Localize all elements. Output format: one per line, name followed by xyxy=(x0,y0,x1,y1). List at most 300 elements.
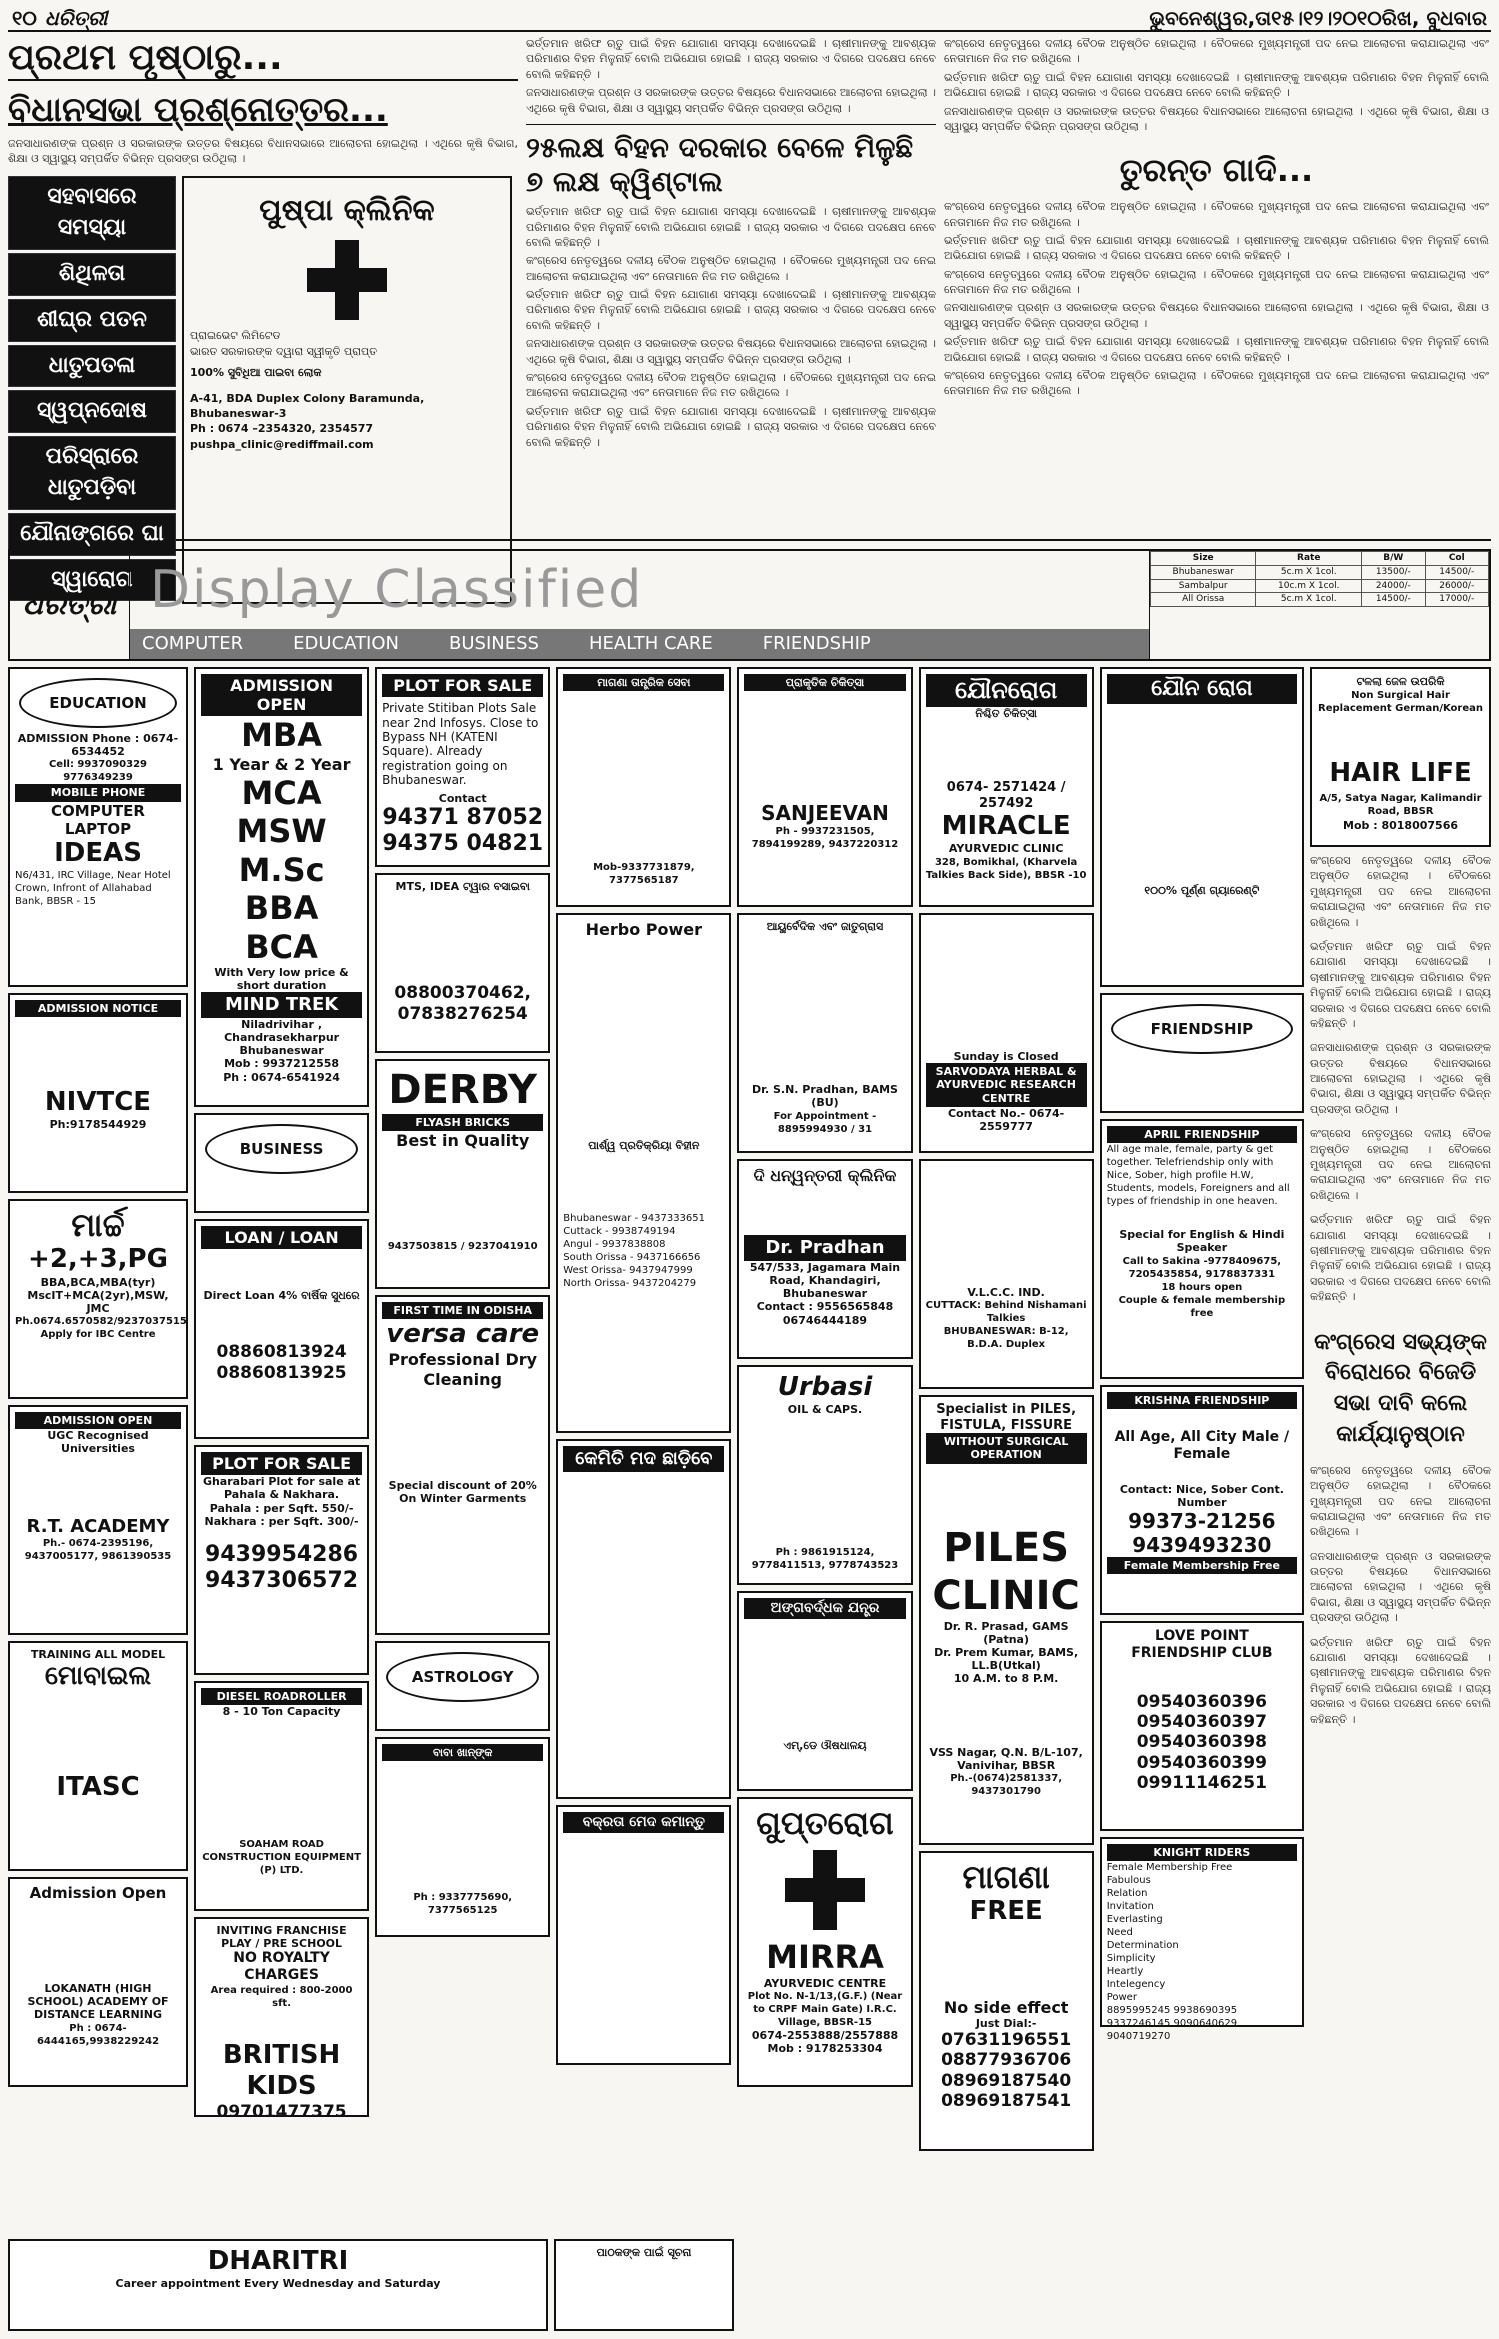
ad-phone: 09540360399 xyxy=(1136,1752,1267,1773)
tariff-cell: Sambalpur xyxy=(1151,579,1256,593)
problem-item: ସହବାସରେ ସମସ୍ୟା xyxy=(8,176,176,250)
ad-text: Professional Dry Cleaning xyxy=(388,1350,538,1389)
ad-title: KNIGHT RIDERS xyxy=(1107,1844,1297,1861)
ad-text: Ph : 9861915124, 9778411513, 9778743523 xyxy=(751,1547,899,1572)
tariff-cell: 10c.m X 1col. xyxy=(1256,579,1362,593)
ad-phone: 08860813925 xyxy=(216,1362,347,1383)
ad-text: Mob : 8018007566 xyxy=(1343,818,1459,832)
ad-text: Non Surgical Hair Replacement German/Korean xyxy=(1318,690,1484,715)
news-text: କଂଗ୍ରେସ ନେତୃତ୍ୱରେ ଦଳୀୟ ବୈଠକ ଅନୁଷ୍ଠିତ ହୋଇଥିଲା । ବୈଠକରେ ମୁଖ୍ୟମନ୍ତ୍ରୀ ପଦ ନେଇ ଆଲୋଚନା କରାଯାଇଥିଲା ଏବଂ ନେତାମାନେ ନିଜ ମତ ରଖିଥିଲେ । xyxy=(944,369,1489,398)
ad-phone: 08860813924 xyxy=(216,1342,347,1363)
ad-text: R.T. ACADEMY xyxy=(26,1515,170,1537)
ad-text: ମୋବାଇଲ xyxy=(44,1661,152,1692)
ad-text: WITHOUT SURGICAL OPERATION xyxy=(926,1433,1087,1463)
ad-text: AYURVEDIC CENTRE xyxy=(763,1976,887,1990)
tariff-head: B/W xyxy=(1362,552,1425,566)
ad-text: Contact: Nice, Sober Cont. Number xyxy=(1119,1482,1284,1509)
ad-phone: 0674- 2571424 / 257492 xyxy=(946,779,1066,811)
ad-text: BRITISH KIDS xyxy=(222,2039,341,2102)
ad-text: BHUBANESWAR: B-12, B.D.A. Duplex xyxy=(943,1326,1069,1351)
clinic-email: pushpa_clinic@rediffmail.com xyxy=(190,437,374,451)
bottom-strip xyxy=(8,2239,1491,2331)
news-text: ଭର୍ତ୍ତମାନ ଖରିଫ ଋତୁ ପାଇଁ ବିହନ ଯୋଗାଣ ସମସ୍ୟା ଦେଖାଦେଇଛି । ଚାଷୀମାନଙ୍କୁ ଆବଶ୍ୟକ ପରିମାଣର ବିହନ ମିଳୁନାହିଁ ବୋଲି ଅଭିଯୋଗ ହୋଇଛି । ରାଜ୍ୟ ସରକାର ଏ ଦିଗରେ ପଦକ୍ଷେପ ନେବେ ବୋଲି କହିଛନ୍ତି । xyxy=(526,37,936,81)
problem-item: ସ୍ୱପ୍ନଦୋଷ xyxy=(8,390,176,433)
pushpa-clinic-box xyxy=(182,176,512,604)
ad-text: 9437503815 / 9237041910 xyxy=(387,1241,538,1253)
ad-title: PLOT FOR SALE xyxy=(382,674,543,697)
ad-title: ବକ୍ରତା ମେଦ କମାନ୍ତୁ xyxy=(563,1812,724,1833)
news-text: କଂଗ୍ରେସ ନେତୃତ୍ୱରେ ଦଳୀୟ ବୈଠକ ଅନୁଷ୍ଠିତ ହୋଇଥିଲା । ବୈଠକରେ ମୁଖ୍ୟମନ୍ତ୍ରୀ ପଦ ନେଇ ଆଲୋଚନା କରାଯାଇଥିଲା ଏବଂ ନେତାମାନେ ନିଜ ମତ ରଖିଥିଲେ । xyxy=(1310,1463,1492,1539)
ad-column-1 xyxy=(8,667,188,2337)
ad-text: A/5, Satya Nagar, Kalimandir Road, BBSR xyxy=(1319,792,1482,817)
problem-list xyxy=(8,176,176,604)
ideas-ad xyxy=(8,667,188,987)
ad-text: AYURVEDIC CLINIC xyxy=(948,842,1064,856)
astrology-ad xyxy=(375,1641,550,1731)
urbasi-ad xyxy=(737,1365,912,1585)
mts-ad xyxy=(375,873,550,1053)
clinic-guarantee: 100% ସୁବିଧିଆ ପାଇବା ଲୋକ xyxy=(190,366,322,380)
friendship-logo: FRIENDSHIP xyxy=(1111,1004,1293,1054)
nivtce-ad xyxy=(8,993,188,1193)
ad-title: ବାବା ଖାନ୍ଙ୍କ xyxy=(382,1744,543,1761)
ad-text: Special for English & Hindi Speaker xyxy=(1119,1228,1285,1255)
news-text: କଂଗ୍ରେସ ନେତୃତ୍ୱରେ ଦଳୀୟ ବୈଠକ ଅନୁଷ୍ଠିତ ହୋଇଥିଲା । ବୈଠକରେ ମୁଖ୍ୟମନ୍ତ୍ରୀ ପଦ ନେଇ ଆଲୋଚନା କରାଯାଇଥିଲା ଏବଂ ନେତାମାନେ ନିଜ ମତ ରଖିଥିଲେ । xyxy=(526,254,936,283)
problem-item: ଶୀଘ୍ର ପତନ xyxy=(8,299,176,342)
ad-title: KRISHNA FRIENDSHIP xyxy=(1107,1392,1297,1409)
rt-academy-ad xyxy=(8,1405,188,1635)
ad-text: Ph - 9937231505, 7894199289, 9437220312 xyxy=(751,826,899,851)
problem-item: ପରିସ୍ରାରେ ଧାତୁପଡ଼ିବା xyxy=(8,436,176,510)
ad-text: Contact xyxy=(438,791,487,805)
ad-title: ADMISSION NOTICE xyxy=(15,1000,181,1017)
ad-title: ଯୌନରୋଗ xyxy=(926,674,1087,707)
category-friendship: FRIENDSHIP xyxy=(762,633,871,655)
ad-text: Ph.0674.6570582/9237037515 Apply for IBC Centre xyxy=(15,1316,187,1341)
ad-title: DHARITRI xyxy=(207,2246,349,2276)
masthead xyxy=(8,6,1491,32)
ad-text: Bhubaneswar - 9437333651 xyxy=(563,1213,705,1225)
dhanwantari-ad xyxy=(737,1159,912,1359)
ad-text: Direct Loan 4% ବାର୍ଷିକ ସୁଧରେ xyxy=(203,1289,360,1303)
news-text: ଜନସାଧାରଣଙ୍କ ପ୍ରଶ୍ନ ଓ ସରକାରଙ୍କ ଉତ୍ତର ବିଷୟରେ ବିଧାନସଭାରେ ଆଲୋଚନା ହୋଇଥିଲା । ଏଥିରେ କୃଷି ବିଭାଗ, ଶିକ୍ଷା ଓ ସ୍ୱାସ୍ଥ୍ୟ ସମ୍ପର୍କିତ ବିଭିନ୍ନ ପ୍ରସଙ୍ଗ ଉଠିଥିଲା । xyxy=(526,86,936,115)
news-text: ଭର୍ତ୍ତମାନ ଖରିଫ ଋତୁ ପାଇଁ ବିହନ ଯୋଗାଣ ସମସ୍ୟା ଦେଖାଦେଇଛି । ଚାଷୀମାନଙ୍କୁ ଆବଶ୍ୟକ ପରିମାଣର ବିହନ ମିଳୁନାହିଁ ବୋଲି ଅଭିଯୋଗ ହୋଇଛି । ରାଜ୍ୟ ସରକାର ଏ ଦିଗରେ ପଦକ୍ଷେପ ନେବେ ବୋଲି କହିଛନ୍ତି । xyxy=(944,70,1489,100)
ad-title: ପ୍ରାକୃତିକ ଚିକିତ୍ସା xyxy=(744,674,905,691)
ad-text: +2,+3,PG xyxy=(28,1244,168,1275)
ad-text: Contact : 9556565848 06746444189 xyxy=(756,1300,894,1327)
ad-text: LOKANATH (HIGH SCHOOL) ACADEMY OF DISTANCE LEARNING xyxy=(27,1982,169,2022)
ad-column-7 xyxy=(1100,667,1304,2337)
ad-title: APRIL FRIENDSHIP xyxy=(1107,1126,1297,1143)
ad-text: Contact No.- 0674-2559777 xyxy=(947,1106,1065,1133)
hairlife-ad xyxy=(1310,667,1491,847)
ad-text: COMPUTER xyxy=(51,801,145,820)
ad-text: SANJEEVAN xyxy=(761,801,889,826)
tariff-cell: 5c.m X 1col. xyxy=(1256,593,1362,607)
ad-text: SARVODAYA HERBAL & AYURVEDIC RESEARCH CENTRE xyxy=(926,1063,1087,1107)
ad-text: FLYASH BRICKS xyxy=(382,1114,543,1131)
ad-text: Special discount of 20% On Winter Garments xyxy=(388,1478,537,1505)
loan-ad xyxy=(194,1219,369,1439)
mindtrek-ad xyxy=(194,667,369,1107)
ad-title: MTS, IDEA ଟ୍ୱାର ବସାଇବା xyxy=(395,880,530,893)
ad-phone: 08969187540 xyxy=(941,2070,1072,2091)
ad-text: HAIR LIFE xyxy=(1329,758,1472,789)
ad-title: DERBY xyxy=(388,1067,537,1113)
ad-title: V.L.C.C. IND. xyxy=(967,1286,1045,1299)
ad-text: LAPTOP xyxy=(64,819,132,838)
front-page-cont-heading: ପ୍ରଥମ ପୃଷ୍ଠାରୁ... xyxy=(8,36,518,81)
news-col-2 xyxy=(526,36,936,539)
ad-phone: 09540360398 xyxy=(1136,1732,1267,1753)
banner-categories xyxy=(130,629,1149,659)
aghana-ad xyxy=(737,1591,912,1791)
ad-title: ପାଠକଙ୍କ ପାଇଁ ସୂଚନା xyxy=(596,2246,692,2259)
news-text: କଂଗ୍ରେସ ନେତୃତ୍ୱରେ ଦଳୀୟ ବୈଠକ ଅନୁଷ୍ଠିତ ହୋଇଥିଲା । ବୈଠକରେ ମୁଖ୍ୟମନ୍ତ୍ରୀ ପଦ ନେଇ ଆଲୋଚନା କରାଯାଇଥିଲା ଏବଂ ନେତାମାନେ ନିଜ ମତ ରଖିଥିଲେ । xyxy=(1310,1127,1492,1202)
sanjeevan-ad xyxy=(737,667,912,907)
course-item: MBA xyxy=(241,716,323,755)
friendship-ad xyxy=(1100,993,1304,1113)
education-logo: EDUCATION xyxy=(19,678,177,728)
news-text: କଂଗ୍ରେସ ନେତୃତ୍ୱରେ ଦଳୀୟ ବୈଠକ ଅନୁଷ୍ଠିତ ହୋଇଥିଲା । ବୈଠକରେ ମୁଖ୍ୟମନ୍ତ୍ରୀ ପଦ ନେଇ ଆଲୋଚନା କରାଯାଇଥିଲା ଏବଂ ନେତାମାନେ ନିଜ ମତ ରଖିଥିଲେ । xyxy=(944,37,1489,66)
business-ad xyxy=(194,1113,369,1213)
course-item: MSW xyxy=(236,812,327,851)
ad-text: 18 hours open xyxy=(1161,1281,1243,1293)
ad-text: Career appointment Every Wednesday and Saturday xyxy=(115,2277,441,2291)
krishna-friendship-ad xyxy=(1100,1385,1304,1615)
ad-text: VSS Nagar, Q.N. B/L-107, Vanivihar, BBSR xyxy=(929,1745,1083,1772)
ad-text: Relation xyxy=(1106,1888,1148,1900)
news-text: ଭର୍ତ୍ତମାନ ଖରିଫ ଋତୁ ପାଇଁ ବିହନ ଯୋଗାଣ ସମସ୍ୟା ଦେଖାଦେଇଛି । ଚାଷୀମାନଙ୍କୁ ଆବଶ୍ୟକ ପରିମାଣର ବିହନ ମିଳୁନାହିଁ ବୋଲି ଅଭିଯୋଗ ହୋଇଛି । ରାଜ୍ୟ ସରକାର ଏ ଦିଗରେ ପଦକ୍ଷେପ ନେବେ ବୋଲି କହିଛନ୍ତି । xyxy=(526,288,936,332)
ad-text: Dr. R. Prasad, GAMS (Patna) xyxy=(943,1619,1069,1646)
ad-title: LOAN / LOAN xyxy=(201,1226,362,1249)
ad-text: CUTTACK: Behind Nishamani Talkies xyxy=(925,1300,1087,1325)
ad-text: 328, Bomikhal, (Kharvela Talkies Back Side), BBSR -10 xyxy=(925,856,1087,881)
ad-text: PLAY / PRE SCHOOL xyxy=(221,1937,343,1951)
news-col-3 xyxy=(944,36,1489,539)
news-text: ଭର୍ତ୍ତମାନ ଖରିଫ ଋତୁ ପାଇଁ ବିହନ ଯୋଗାଣ ସମସ୍ୟା ଦେଖାଦେଇଛି । ଚାଷୀମାନଙ୍କୁ ଆବଶ୍ୟକ ପରିମାଣର ବିହନ ମିଳୁନାହିଁ ବୋଲି ଅଭିଯୋଗ ହୋଇଛି । ରାଜ୍ୟ ସରକାର ଏ ଦିଗରେ ପଦକ୍ଷେପ ନେବେ ବୋଲି କହିଛନ୍ତି । xyxy=(944,233,1489,263)
ad-column-4 xyxy=(556,667,731,2337)
plot-sale-ad xyxy=(375,667,550,867)
ad-text: Need xyxy=(1106,1927,1133,1939)
ad-text: Mob : 9178253304 xyxy=(767,2042,883,2056)
ad-title: ମାଗଣା xyxy=(962,1858,1050,1896)
ad-text: Plot No. N-1/13,(G.F.) (Near to CRPF Main Gate) I.R.C. Village, BBSR-15 xyxy=(747,1990,903,2028)
ad-phone: 99373-21256 xyxy=(1128,1509,1276,1534)
tariff-cell: Bhubaneswar xyxy=(1151,565,1256,579)
news-text: ଜନସାଧାରଣଙ୍କ ପ୍ରଶ୍ନ ଓ ସରକାରଙ୍କ ଉତ୍ତର ବିଷୟରେ ବିଧାନସଭାରେ ଆଲୋଚନା ହୋଇଥିଲା । ଏଥିରେ କୃଷି ବିଭାଗ, ଶିକ୍ଷା ଓ ସ୍ୱାସ୍ଥ୍ୟ ସମ୍ପର୍କିତ ବିଭିନ୍ନ ପ୍ରସଙ୍ଗ ଉଠିଥିଲା । xyxy=(944,301,1489,330)
ad-title: Herbo Power xyxy=(585,920,703,939)
news-text: ଭର୍ତ୍ତମାନ ଖରିଫ ଋତୁ ପାଇଁ ବିହନ ଯୋଗାଣ ସମସ୍ୟା ଦେଖାଦେଇଛି । ଚାଷୀମାନଙ୍କୁ ଆବଶ୍ୟକ ପରିମାଣର ବିହନ ମିଳୁନାହିଁ ବୋଲି ଅଭିଯୋଗ ହୋଇଛି । ରାଜ୍ୟ ସରକାର ଏ ଦିଗରେ ପଦକ୍ଷେପ ନେବେ ବୋଲି କହିଛନ୍ତି । xyxy=(1310,1213,1492,1304)
tariff-cell: 14500/- xyxy=(1362,593,1425,607)
sarvodaya-ad xyxy=(919,913,1094,1153)
mirra-ad xyxy=(737,1797,912,2087)
ad-title: FIRST TIME IN ODISHA xyxy=(382,1302,543,1319)
plot-pahala-ad xyxy=(194,1445,369,1675)
british-kids-ad xyxy=(194,1917,369,2123)
ad-title: IDEAS xyxy=(54,837,142,868)
ad-title: ଗୁପ୍ତରୋଗ xyxy=(756,1804,894,1842)
pushpa-clinic-ad xyxy=(8,176,518,604)
news-text: ଜନସାଧାରଣଙ୍କ ପ୍ରଶ୍ନ ଓ ସରକାରଙ୍କ ଉତ୍ତର ବିଷୟରେ ବିଧାନସଭାରେ ଆଲୋଚନା ହୋଇଥିଲା । ଏଥିରେ କୃଷି ବିଭାଗ, ଶିକ୍ଷା ଓ ସ୍ୱାସ୍ଥ୍ୟ ସମ୍ପର୍କିତ ବିଭିନ୍ନ ପ୍ରସଙ୍ଗ ଉଠିଥିଲା । xyxy=(1310,1041,1492,1116)
ad-text: Ph : 9337775690, 7377565125 xyxy=(413,1892,513,1917)
dharitri-career-ad xyxy=(8,2239,548,2331)
ad-title: PLOT FOR SALE xyxy=(201,1452,362,1475)
ad-text: NIVTCE xyxy=(44,1087,152,1118)
ad-text: Cell: 9937090329 9776349239 xyxy=(48,759,148,784)
ad-text: Dr. S.N. Pradhan, BAMS (BU) xyxy=(752,1083,898,1110)
tariff-head: Size xyxy=(1151,552,1256,566)
news-text: ଜନସାଧାରଣଙ୍କ ପ୍ରଶ୍ନ ଓ ସରକାରଙ୍କ ଉତ୍ତର ବିଷୟରେ ବିଧାନସଭାରେ ଆଲୋଚନା ହୋଇଥିଲା । ଏଥିରେ କୃଷି ବିଭାଗ, ଶିକ୍ଷା ଓ ସ୍ୱାସ୍ଥ୍ୟ ସମ୍ପର୍କିତ ବିଭିନ୍ନ ପ୍ରସଙ୍ଗ ଉଠିଥିଲା । xyxy=(8,136,518,166)
bakra-ad xyxy=(556,1805,731,2065)
ad-phone: 94375 04821 xyxy=(382,831,544,857)
ad-title: Specialist in PILES, FISTULA, FISSURE xyxy=(936,1402,1077,1433)
ad-phone: 08800370462, xyxy=(394,983,531,1004)
ad-text: Nakhara : per Sqft. 300/- xyxy=(204,1514,359,1528)
medical-cross-icon xyxy=(307,240,387,320)
news-text: ଜନସାଧାରଣଙ୍କ ପ୍ରଶ୍ନ ଓ ସରକାରଙ୍କ ଉତ୍ତର ବିଷୟରେ ବିଧାନସଭାରେ ଆଲୋଚନା ହୋଇଥିଲା । ଏଥିରେ କୃଷି ବିଭାଗ, ଶିକ୍ଷା ଓ ସ୍ୱାସ୍ଥ୍ୟ ସମ୍ପର୍କିତ ବିଭିନ୍ନ ପ୍ରସଙ୍ଗ ଉଠିଥିଲା । xyxy=(944,104,1489,133)
sn-pradhan-ad xyxy=(737,913,912,1153)
ad-text: ୧୦୦% ପୂର୍ଣ୍ଣ ଗ୍ୟାରେଣ୍ଟି xyxy=(1144,884,1260,898)
problem-item: ଯୌନାଙ୍ଗରେ ଘା xyxy=(8,513,176,556)
banner-middle xyxy=(130,551,1149,659)
news-col-1 xyxy=(8,36,518,592)
course-item: MCA xyxy=(241,773,322,812)
tariff-table xyxy=(1149,551,1489,659)
ad-column-8 xyxy=(1310,667,1491,2337)
clinic-tag: ଭାରତ ସରକାରଙ୍କ ଦ୍ୱାରା ସ୍ୱୀକୃତି ପ୍ରାପ୍ତ xyxy=(190,344,378,358)
ad-title: DIESEL ROADROLLER xyxy=(201,1688,362,1705)
tariff-cell: 5c.m X 1col. xyxy=(1256,565,1362,579)
ad-text: Niladrivihar , Chandrasekharpur Bhubaneswar xyxy=(224,1017,340,1058)
ad-text: Ph.-(0674)2581337, 9437301790 xyxy=(950,1772,1063,1797)
vlcc-ad xyxy=(919,1159,1094,1389)
ad-text: North Orissa- 9437204279 xyxy=(563,1278,697,1290)
ad-text: Determination xyxy=(1106,1940,1179,1952)
ad-text: versa care xyxy=(386,1319,540,1350)
tariff-cell: 14500/- xyxy=(1425,565,1488,579)
tariff-head: Rate xyxy=(1256,552,1362,566)
magana-ad xyxy=(919,1851,1094,2151)
ad-text: Invitation xyxy=(1106,1901,1154,1913)
ad-phone: 9439493230 xyxy=(1132,1533,1272,1558)
ad-phone: 07631196551 xyxy=(941,2029,1072,2050)
course-item: BCA xyxy=(245,927,318,966)
ad-title: ଦି ଧନ୍ୱନ୍ତରୀ କ୍ଲିନିକ xyxy=(753,1166,897,1185)
ad-text: PILES xyxy=(943,1524,1070,1571)
ad-text: MscIT+MCA(2yr),MSW, JMC xyxy=(27,1288,169,1315)
diesel-ad xyxy=(194,1681,369,1911)
assembly-heading: ବିଧାନସଭା ପ୍ରଶ୍ନୋତ୍ତର... xyxy=(8,90,388,131)
ad-text: Intelegency xyxy=(1106,1979,1166,1991)
march-ad xyxy=(8,1199,188,1399)
news-text: ଜନସାଧାରଣଙ୍କ ପ୍ରଶ୍ନ ଓ ସରକାରଙ୍କ ଉତ୍ତର ବିଷୟରେ ବିଧାନସଭାରେ ଆଲୋଚନା ହୋଇଥିଲା । ଏଥିରେ କୃଷି ବିଭାଗ, ଶିକ୍ଷା ଓ ସ୍ୱାସ୍ଥ୍ୟ ସମ୍ପର୍କିତ ବିଭିନ୍ନ ପ୍ରସଙ୍ଗ ଉଠିଥିଲା । xyxy=(1310,1549,1492,1625)
news-text: ଜନସାଧାରଣଙ୍କ ପ୍ରଶ୍ନ ଓ ସରକାରଙ୍କ ଉତ୍ତର ବିଷୟରେ ବିଧାନସଭାରେ ଆଲୋଚନା ହୋଇଥିଲା । ଏଥିରେ କୃଷି ବିଭାଗ, ଶିକ୍ଷା ଓ ସ୍ୱାସ୍ଥ୍ୟ ସମ୍ପର୍କିତ ବିଭିନ୍ନ ପ୍ରସଙ୍ଗ ଉଠିଥିଲା । xyxy=(526,337,936,366)
baba-ad xyxy=(375,1737,550,1937)
banner-title: Display Classified xyxy=(150,560,644,620)
ad-text: UGC Recognised Universities xyxy=(47,1429,149,1456)
problem-item: ଧାତୁପତଳା xyxy=(8,345,176,388)
ad-text: Couple & female membership free xyxy=(1118,1294,1286,1319)
ad-text: Female Membership Free xyxy=(1106,1862,1233,1874)
ad-title: ADMISSION OPEN xyxy=(15,1412,181,1429)
training-ad xyxy=(8,1641,188,1871)
news-text: ଭର୍ତ୍ତମାନ ଖରିଫ ଋତୁ ପାଇଁ ବିହନ ଯୋଗାଣ ସମସ୍ୟା ଦେଖାଦେଇଛି । ଚାଷୀମାନଙ୍କୁ ଆବଶ୍ୟକ ପରିମାଣର ବିହନ ମିଳୁନାହିଁ ବୋଲି ଅଭିଯୋଗ ହୋଇଛି । ରାଜ୍ୟ ସରକାର ଏ ଦିଗରେ ପଦକ୍ଷେପ ନେବେ ବୋଲି କହିଛନ୍ତି । xyxy=(1310,1635,1492,1726)
ad-text: Angul - 9937838808 xyxy=(563,1239,666,1251)
tariff-cell: 13500/- xyxy=(1362,565,1425,579)
ad-text: ପାର୍ଶ୍ୱ ପ୍ରତିକ୍ରିୟା ବିହୀନ xyxy=(588,1139,700,1153)
ad-text: Call to Sakina -9778409675, 7205435854, 9178837331 xyxy=(1122,1255,1282,1280)
quick-heading: ତୁରନ୍ତ ଗାଦି... xyxy=(1119,151,1314,190)
piles-clinic-ad xyxy=(919,1395,1094,1845)
ad-text: SOAHAM ROAD CONSTRUCTION EQUIPMENT (P) LTD. xyxy=(202,1839,361,1877)
ad-text: Everlasting xyxy=(1106,1914,1163,1926)
tantra-ad xyxy=(556,667,731,907)
ad-text: Area required : 800-2000 sft. xyxy=(210,1984,353,2009)
ad-text: MIRACLE xyxy=(941,811,1071,842)
display-classified-banner xyxy=(8,549,1491,661)
versa-care-ad xyxy=(375,1295,550,1635)
ad-column-6 xyxy=(919,667,1094,2337)
dateline: ଭୁବନେଶ୍ୱର,ତା୧୫।୧୨।୨୦୧୦ରିଖ, ବୁଧବାର xyxy=(1149,6,1487,30)
news-text: କଂଗ୍ରେସ ନେତୃତ୍ୱରେ ଦଳୀୟ ବୈଠକ ଅନୁଷ୍ଠିତ ହୋଇଥିଲା । ବୈଠକରେ ମୁଖ୍ୟମନ୍ତ୍ରୀ ପଦ ନେଇ ଆଲୋଚନା କରାଯାଇଥିଲା ଏବଂ ନେତାମାନେ ନିଜ ମତ ରଖିଥିଲେ । xyxy=(944,200,1489,229)
ad-text: 8895995245 9938690395 9337246145 9090640629 9040719270 xyxy=(1106,2005,1238,2043)
tariff-head: Col xyxy=(1425,552,1488,566)
ad-column-3 xyxy=(375,667,550,2337)
ad-phone: 9437306572 xyxy=(205,1568,359,1594)
herbo-power-ad xyxy=(556,913,731,1433)
classified-grid xyxy=(8,667,1491,2337)
ad-text: Just Dial:- xyxy=(975,2016,1037,2030)
yaun-roga-ad xyxy=(1100,667,1304,987)
tariff-cell: 26000/- xyxy=(1425,579,1488,593)
ad-text: CLINIC xyxy=(932,1572,1080,1619)
ad-title: କେମିତି ମଦ ଛାଡ଼ିବେ xyxy=(563,1446,724,1472)
tariff-cell: All Orissa xyxy=(1151,593,1256,607)
ad-phone: 07838276254 xyxy=(397,1003,528,1024)
lokanath-ad xyxy=(8,1877,188,2087)
ad-title: ADMISSION OPEN xyxy=(201,674,362,716)
miracle-ad xyxy=(919,667,1094,907)
ad-phone: 08877936706 xyxy=(941,2050,1072,2071)
tariff-cell: 24000/- xyxy=(1362,579,1425,593)
news-text: କଂଗ୍ରେସ ନେତୃତ୍ୱରେ ଦଳୀୟ ବୈଠକ ଅନୁଷ୍ଠିତ ହୋଇଥିଲା । ବୈଠକରେ ମୁଖ୍ୟମନ୍ତ୍ରୀ ପଦ ନେଇ ଆଲୋଚନା କରାଯାଇଥିଲା ଏବଂ ନେତାମାନେ ନିଜ ମତ ରଖିଥିଲେ । xyxy=(1310,854,1492,929)
ad-title: ଟଳଲା ଜେଳ ଉପରିକି xyxy=(1356,675,1445,688)
ad-column-5 xyxy=(737,667,912,2337)
ad-text: Dr. Pradhan xyxy=(744,1235,905,1261)
ad-text: MIRRA xyxy=(766,1938,884,1977)
course-item: 1 Year & 2 Year xyxy=(212,754,351,774)
ad-phone: 94371 87052 xyxy=(382,804,544,830)
derby-ad xyxy=(375,1059,550,1289)
ad-text: All age male, female, party & get together. Telefriendship only with Nice, Sober, high profile H.W, Students, models, Foreigners and all types of friendship in one heaven. xyxy=(1106,1144,1290,1208)
ad-text: West Orissa- 9437947999 xyxy=(563,1265,693,1277)
ad-text: ITASC xyxy=(56,1772,140,1803)
ad-text: For Appointment - 8895994930 / 31 xyxy=(773,1110,877,1135)
ad-text: 10 A.M. to 8 P.M. xyxy=(953,1672,1059,1686)
ad-text: BBA,BCA,MBA(tyr) xyxy=(40,1275,156,1289)
ad-text: Female Membership Free xyxy=(1107,1557,1297,1574)
tariff-cell: 17000/- xyxy=(1425,593,1488,607)
course-item: M.Sc xyxy=(238,850,325,889)
ad-phone: 09911146251 xyxy=(1136,1773,1267,1794)
business-logo: BUSINESS xyxy=(205,1124,358,1174)
ad-title: ମାର୍ଚ୍ଚ xyxy=(71,1206,125,1244)
ad-phone: 09701477375 xyxy=(216,2102,347,2123)
ad-title: ମାଗଣା ତାନ୍ତ୍ରିକ ସେବା xyxy=(563,674,724,691)
ad-text: N6/431, IRC Village, Near Hotel Crown, Infront of Allahabad Bank, BBSR - 15 xyxy=(15,869,171,907)
medical-cross-icon xyxy=(785,1850,865,1930)
ad-text: MOBILE PHONE xyxy=(15,784,181,801)
ad-text: ନିଶ୍ଚିତ ଚିକିତ୍ସା xyxy=(975,706,1037,720)
ad-title: INVITING FRANCHISE xyxy=(216,1924,347,1937)
ad-text: Mob-9337731879, 7377565187 xyxy=(593,862,695,887)
course-item: BBA xyxy=(244,889,319,928)
news-text: କଂଗ୍ରେସ ନେତୃତ୍ୱରେ ଦଳୀୟ ବୈଠକ ଅନୁଷ୍ଠିତ ହୋଇଥିଲା । ବୈଠକରେ ମୁଖ୍ୟମନ୍ତ୍ରୀ ପଦ ନେଇ ଆଲୋଚନା କରାଯାଇଥିଲା ଏବଂ ନେତାମାନେ ନିଜ ମତ ରଖିଥିଲେ । xyxy=(944,267,1489,297)
ad-title: ଅଙ୍ଗବର୍ଦ୍ଧକ ଯନ୍ତ୍ର xyxy=(744,1598,905,1619)
ad-text: Sunday is Closed xyxy=(953,1050,1059,1063)
ad-title: LOVE POINT FRIENDSHIP CLUB xyxy=(1131,1628,1273,1661)
news-text: ଭର୍ତ୍ତମାନ ଖରିଫ ଋତୁ ପାଇଁ ବିହନ ଯୋଗାଣ ସମସ୍ୟା ଦେଖାଦେଇଛି । ଚାଷୀମାନଙ୍କୁ ଆବଶ୍ୟକ ପରିମାଣର ବିହନ ମିଳୁନାହିଁ ବୋଲି ଅଭିଯୋଗ ହୋଇଛି । ରାଜ୍ୟ ସରକାର ଏ ଦିଗରେ ପଦକ୍ଷେପ ନେବେ ବୋଲି କହିଛନ୍ତି । xyxy=(944,335,1489,364)
clinic-address: A-41, BDA Duplex Colony Baramunda, Bhubaneswar-3 xyxy=(190,391,425,421)
april-friendship-ad xyxy=(1100,1119,1304,1379)
kemiti-ad xyxy=(556,1439,731,1799)
ad-phone: 09540360397 xyxy=(1136,1711,1267,1732)
ad-title: ଯୌନ ରୋଗ xyxy=(1107,674,1297,704)
ad-text: FREE xyxy=(969,1896,1043,1927)
ad-title: Urbasi xyxy=(777,1372,873,1402)
astrology-logo: ASTROLOGY xyxy=(386,1652,539,1702)
ad-text: Fabulous xyxy=(1106,1875,1151,1887)
ad-title: Admission Open xyxy=(29,1884,167,1902)
ad-text: Private Stitiban Plots Sale near 2nd Infosys. Close to Bypass NH (KATENI Square). Already registration going on Bhubaneswar. xyxy=(382,701,539,788)
ad-text: 0674-2553888/2557888 xyxy=(751,2028,899,2042)
banner-logo: ଧରିତ୍ରୀ xyxy=(10,551,130,659)
ad-phone: 09540360396 xyxy=(1136,1691,1267,1712)
ad-text: Simplicity xyxy=(1106,1953,1156,1965)
ad-text: 8 - 10 Ton Capacity xyxy=(222,1705,341,1719)
ad-text: Ph.- 0674-2395196, 9437005177, 9861390535 xyxy=(24,1538,172,1563)
problem-item: ସ୍ୱାରୋଗ xyxy=(8,559,176,602)
ad-text: Gharabari Plot for sale at Pahala & Nakhara. xyxy=(202,1475,361,1502)
ad-text: Dr. Prem Kumar, BAMS, LL.B(Utkal) xyxy=(934,1645,1079,1673)
ad-text: Power xyxy=(1106,1992,1137,2004)
ad-text: Ph : 0674-6444165,9938229242 xyxy=(36,2022,160,2047)
ad-text: Ph:9178544929 xyxy=(49,1118,147,1132)
page-number: ୧୦ xyxy=(12,6,37,30)
ad-text: NO ROYALTY CHARGES xyxy=(233,1950,330,1984)
ad-column-2 xyxy=(194,667,369,2337)
ad-text: ଏମ୍,ଡେ ଔଷଧାଳୟ xyxy=(783,1738,867,1752)
clinic-phone: Ph : 0674 –2354320, 2354577 xyxy=(190,422,374,436)
lovepoint-ad xyxy=(1100,1621,1304,1831)
clinic-sub: ପ୍ରାଇଭେଟ ଲିମିଟେଡ xyxy=(190,329,281,343)
ad-text: South Orissa - 9437166656 xyxy=(563,1252,701,1264)
ad-title: TRAINING ALL MODEL xyxy=(30,1648,166,1661)
news-text: ଭର୍ତ୍ତମାନ ଖରିଫ ଋତୁ ପାଇଁ ବିହନ ଯୋଗାଣ ସମସ୍ୟା ଦେଖାଦେଇଛି । ଚାଷୀମାନଙ୍କୁ ଆବଶ୍ୟକ ପରିମାଣର ବିହନ ମିଳୁନାହିଁ ବୋଲି ଅଭିଯୋଗ ହୋଇଛି । ରାଜ୍ୟ ସରକାର ଏ ଦିଗରେ ପଦକ୍ଷେପ ନେବେ ବୋଲି କହିଛନ୍ତି । xyxy=(526,404,936,449)
ad-text: OIL & CAPS. xyxy=(787,1403,863,1417)
category-business: BUSINESS xyxy=(449,633,539,655)
ad-text: Best in Quality xyxy=(396,1131,530,1151)
ad-text: Pahala : per Sqft. 550/- xyxy=(209,1501,354,1515)
clinic-name: ପୁଷ୍ପା କ୍ଲିନିକ xyxy=(259,193,435,229)
knight-riders-ad xyxy=(1100,1837,1304,2043)
congress-heading: କଂଗ୍ରେସ ସଭ୍ୟଙ୍କ ବିରୋଧରେ ବିଜେଡି ସଭା ଦାବି କଲେ କାର୍ଯ୍ୟାନୁଷ୍ଠାନ xyxy=(1314,1329,1487,1447)
ad-phone: 08969187541 xyxy=(941,2091,1072,2112)
ad-text: Mob : 9937212558 xyxy=(224,1057,340,1071)
ad-text: All Age, All City Male / Female xyxy=(1114,1429,1290,1462)
category-computer: COMPUTER xyxy=(142,633,244,655)
